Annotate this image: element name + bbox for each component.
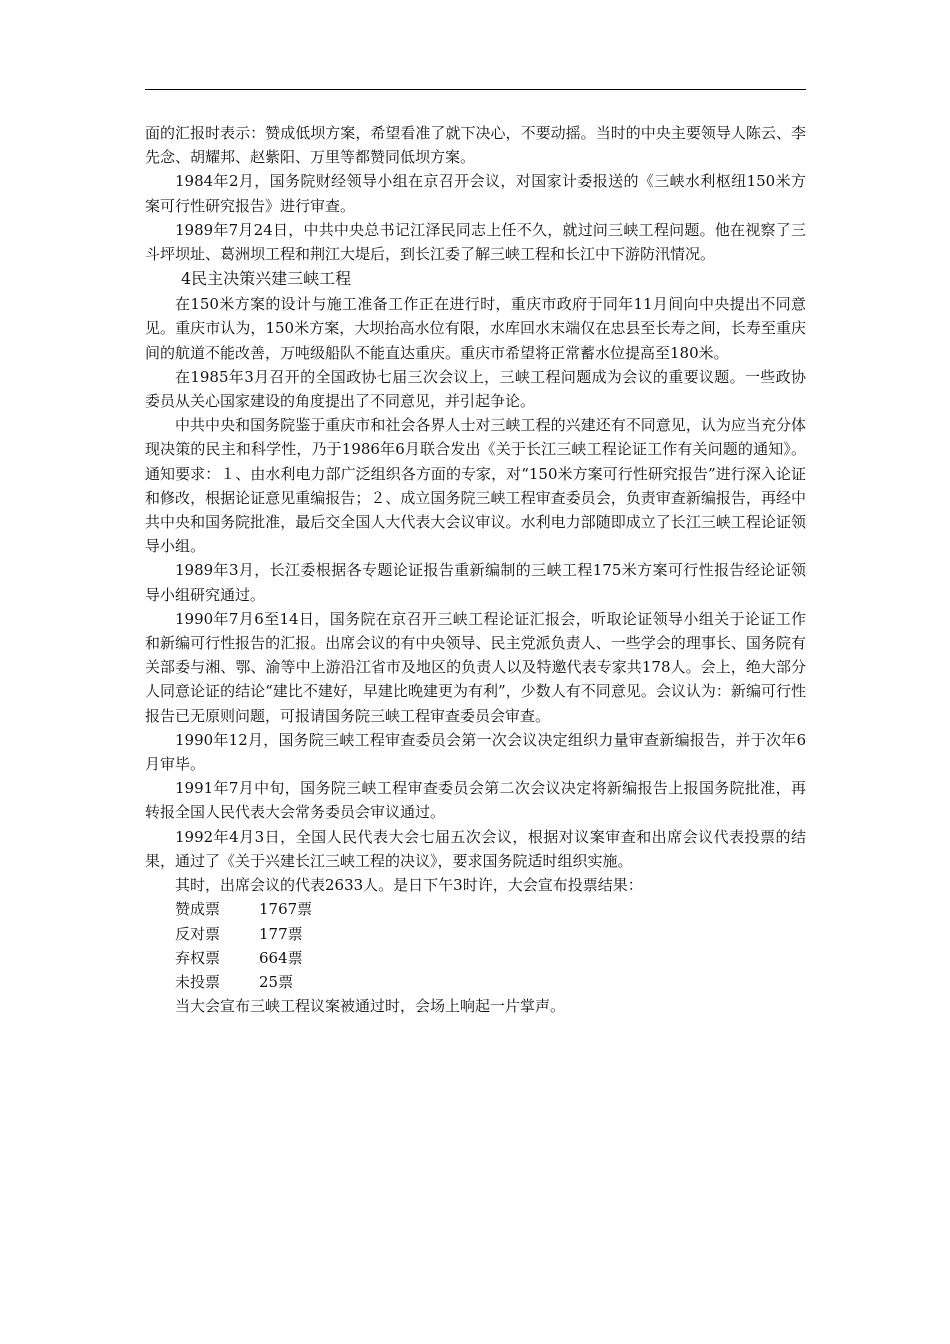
paragraph: 1984年2月，国务院财经领导小组在京召开会议，对国家计委报送的《三峡水利枢纽150米方案可行性研究报告》进行审查。 — [145, 172, 806, 215]
vote-row-against — [145, 922, 806, 946]
vote-count: 177票 — [259, 924, 303, 943]
paragraph: 1991年7月中旬，国务院三峡工程审查委员会第二次会议决定将新编报告上报国务院批准，再转报全国人民代表大会常务委员会审议通过。 — [145, 779, 806, 822]
paragraph: 1992年4月3日，全国人民代表大会七届五次会议，根据对议案审查和出席会议代表投票的结果，通过了《关于兴建长江三峡工程的决议》，要求国务院适时组织实施。 — [145, 827, 806, 870]
section-heading: 4民主决策兴建三峡工程 — [181, 269, 352, 289]
header-rule — [145, 89, 806, 90]
document-body — [145, 121, 806, 1018]
paragraph: 1990年12月，国务院三峡工程审查委员会第一次会议决定组织力量审查新编报告，并于次年6月审毕。 — [145, 730, 806, 774]
vote-label: 弃权票 — [175, 948, 221, 967]
paragraph: 其时，出席会议的代表2633人。是日下午3时许，大会宣布投票结果： — [175, 876, 643, 895]
paragraph: 1990年7月6至14日，国务院在京召开三峡工程论证汇报会，听取论证领导小组关于论证工作和新编可行性报告的汇报。出席会议的有中央领导、民主党派负责人、一些学会的理事长、国务院有关部委与湘、鄂、渝等中上游沿江省市及地区的负责人以及特邀代表专家共178人。会上，绝大部分人同意论证的结论“建比不建好，早建比晚建更为有利”，少数人有不同意见。会议认为：新编可行性报告已无原则问题，可报请国务院三峡工程审查委员会审查。 — [145, 609, 806, 725]
paragraph-continuation: 面的汇报时表示：赞成低坝方案，希望看准了就下决心，不要动摇。当时的中央主要领导人陈云、李先念、胡耀邦、赵紫阳、万里等都赞同低坝方案。 — [145, 124, 806, 167]
vote-count: 664票 — [259, 948, 303, 967]
paragraph: 在1985年3月召开的全国政协七届三次会议上，三峡工程问题成为会议的重要议题。一些政协委员从关心国家建设的角度提出了不同意见，并引起争论。 — [145, 367, 806, 411]
vote-count: 25票 — [259, 972, 294, 991]
vote-row-abstain — [145, 946, 806, 970]
closing-paragraph: 当大会宣布三峡工程议案被通过时，会场上响起一片掌声。 — [175, 997, 566, 1016]
vote-label: 赞成票 — [175, 900, 221, 919]
paragraph: 1989年3月，长江委根据各专题论证报告重新编制的三峡工程175米方案可行性报告经论证领导小组研究通过。 — [145, 561, 806, 604]
paragraph: 1989年7月24日，中共中央总书记江泽民同志上任不久，就过问三峡工程问题。他在视察了三斗坪坝址、葛洲坝工程和荆江大堤后，到长江委了解三峡工程和长江中下游防汛情况。 — [145, 220, 806, 264]
vote-label: 未投票 — [175, 972, 221, 991]
vote-count: 1767票 — [259, 900, 313, 919]
vote-label: 反对票 — [175, 924, 221, 943]
paragraph: 中共中央和国务院鉴于重庆市和社会各界人士对三峡工程的兴建还有不同意见，认为应当充分体现决策的民主和科学性，乃于1986年6月联合发出《关于长江三峡工程论证工作有关问题的通知》。通知要求：１、由水利电力部广泛组织各方面的专家，对“150米方案可行性研究报告”进行深入论证和修改，根据论证意见重编报告；２、成立国务院三峡工程审查委员会，负责审查新编报告，再经中共中央和国务院批准，最后交全国人大代表大会议审议。水利电力部随即成立了长江三峡工程论证领导小组。 — [145, 416, 806, 556]
vote-row-not-voting — [145, 970, 806, 994]
paragraph: 在150米方案的设计与施工准备工作正在进行时，重庆市政府于同年11月间向中央提出不同意见。重庆市认为，150米方案，大坝抬高水位有限，水库回水末端仅在忠县至长寿之间，长寿至重庆间的航道不能改善，万吨级船队不能直达重庆。重庆市希望将正常蓄水位提高至180米。 — [145, 295, 806, 362]
vote-row-for — [145, 897, 806, 921]
